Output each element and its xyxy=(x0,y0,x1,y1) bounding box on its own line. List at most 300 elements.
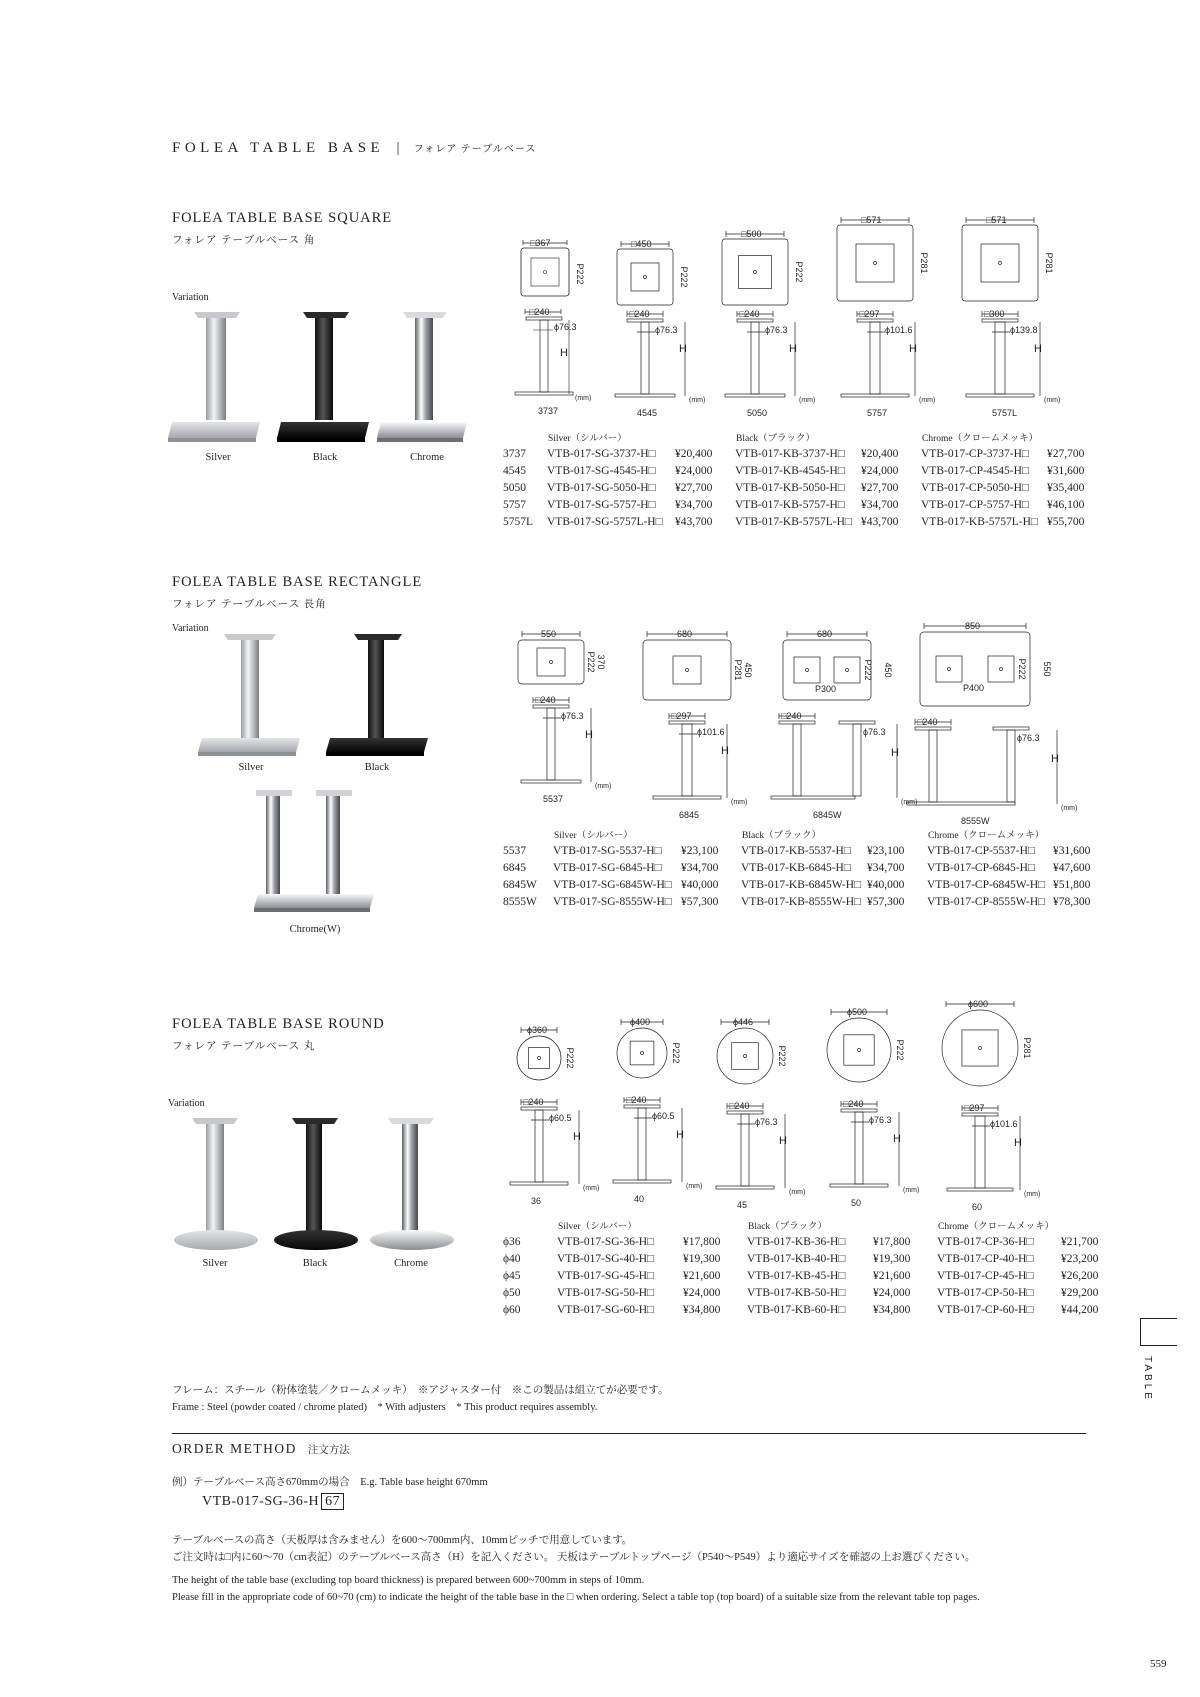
table-row xyxy=(503,446,1105,463)
round-chrome-photo xyxy=(364,1116,464,1256)
cell-cp: VTB-017-CP-50-H□ xyxy=(937,1287,1034,1299)
dim-height: H xyxy=(1051,753,1059,765)
cell-kb: VTB-017-KB-50-H□ xyxy=(747,1287,846,1299)
model-code: 60 xyxy=(972,1202,983,1212)
dim-top: □571 xyxy=(986,215,1007,225)
cell-sg-p: ¥19,300 xyxy=(683,1253,721,1265)
cell-sg: VTB-017-SG-5757L-H□ xyxy=(547,516,663,528)
frame-note-en: Frame : Steel (powder coated / chrome plated) * With adjusters * This product requires assembly. xyxy=(172,1402,598,1413)
order-example-height: 67 xyxy=(321,1493,344,1510)
square-variation-label: Variation xyxy=(172,292,209,303)
cell-kb: VTB-017-KB-5757L-H□ xyxy=(735,516,852,528)
dim-base: □297 xyxy=(964,1103,985,1113)
header-title: FOLEA TABLE BASE xyxy=(172,140,385,156)
dim-pole: ϕ139.8 xyxy=(1010,325,1038,335)
base-side xyxy=(510,1097,599,1206)
table-row xyxy=(503,894,1111,911)
cell-size: 5050 xyxy=(503,482,526,494)
dim-pole: ϕ60.5 xyxy=(652,1111,675,1121)
order-note-jp-1: テーブルベースの高さ（天板厚は含みません）を600〜700mm内、10mmピッチで用意しています。 xyxy=(172,1535,633,1546)
base-side xyxy=(725,309,815,418)
order-note-en-2: Please fill in the appropriate code of 60~70 (cm) to indicate the height of the table base in the □ when ordering. Select a table top (top board) of a suitable size from the relevant table top pages. xyxy=(172,1592,980,1603)
cell-sg: VTB-017-SG-5537-H□ xyxy=(553,845,662,857)
dim-height: H xyxy=(789,343,797,356)
cell-sg-p: ¥57,300 xyxy=(681,896,719,908)
table-row xyxy=(503,480,1105,497)
cell-sg-p: ¥17,800 xyxy=(683,1236,721,1248)
dim-base: □240 xyxy=(729,1101,750,1111)
dim-p: P281 xyxy=(919,252,929,274)
dim-top: ϕ400 xyxy=(630,1017,651,1027)
cell-cp: VTB-017-CP-6845W-H□ xyxy=(927,879,1046,891)
round-variation-label: Variation xyxy=(168,1098,205,1109)
dim-unit: (mm) xyxy=(689,397,706,404)
cell-sg-p: ¥34,700 xyxy=(681,862,719,874)
table-row xyxy=(503,514,1105,531)
cell-size: 6845W xyxy=(503,879,537,891)
order-example-code: VTB-017-SG-36-H xyxy=(202,1494,320,1509)
rect-silver-photo xyxy=(196,632,306,762)
dim-height: H xyxy=(679,343,687,356)
cell-cp: VTB-017-CP-60-H□ xyxy=(937,1304,1034,1316)
dim-base: □240 xyxy=(523,1097,544,1107)
table-row xyxy=(503,1251,1119,1268)
svg-text:(mm): (mm) xyxy=(575,395,592,402)
dim-depth: 450 xyxy=(883,662,893,678)
dim-p2: P300 xyxy=(815,684,837,694)
diagram-60 xyxy=(930,994,1090,1220)
cell-sg: VTB-017-SG-6845-H□ xyxy=(553,862,662,874)
dim-p: P222 xyxy=(586,651,596,673)
diagram-6845 xyxy=(635,618,780,818)
svg-text:P222: P222 xyxy=(575,263,585,285)
cell-kb: VTB-017-KB-40-H□ xyxy=(747,1253,846,1265)
rect-section-title: FOLEA TABLE BASE RECTANGLE xyxy=(172,574,423,590)
cell-sg-p: ¥43,700 xyxy=(675,516,713,528)
dim-p: P222 xyxy=(863,659,873,681)
rect-black-photo xyxy=(322,632,432,762)
diagram-5757L xyxy=(950,212,1080,422)
cell-sg-p: ¥24,000 xyxy=(675,465,713,477)
cell-kb-p: ¥20,400 xyxy=(861,448,899,460)
rect-col-black: Black（ブラック） xyxy=(742,831,821,841)
dim-top: ϕ500 xyxy=(847,1007,868,1017)
model-code: 6845W xyxy=(813,810,842,820)
table-row xyxy=(503,497,1105,514)
model-code: 40 xyxy=(634,1194,645,1204)
diagram-8555W xyxy=(912,618,1092,826)
square-silver-photo xyxy=(168,310,268,450)
rect-col-silver: Silver（シルバー） xyxy=(554,831,633,841)
cell-sg-p: ¥20,400 xyxy=(675,448,713,460)
diagram-6845W xyxy=(775,618,920,818)
base-side xyxy=(615,309,705,418)
table-row xyxy=(503,1268,1119,1285)
dim-pole: ϕ76.3 xyxy=(765,325,788,335)
dim-pole: ϕ76.3 xyxy=(1017,733,1040,743)
dim-depth: 370 xyxy=(596,654,606,670)
cell-cp-p: ¥21,700 xyxy=(1061,1236,1099,1248)
model-code: 50 xyxy=(851,1198,862,1208)
dim-p: P281 xyxy=(733,659,743,681)
square-black-photo xyxy=(275,310,375,450)
dim-unit: (mm) xyxy=(1024,1191,1041,1198)
round-black-caption: Black xyxy=(302,1258,328,1269)
diagram-45 xyxy=(705,1012,830,1220)
round-silver-caption: Silver xyxy=(202,1258,228,1269)
cell-size: 4545 xyxy=(503,465,526,477)
dim-pole: ϕ60.5 xyxy=(549,1113,572,1123)
cell-cp-p: ¥23,200 xyxy=(1061,1253,1099,1265)
cell-kb: VTB-017-KB-36-H□ xyxy=(747,1236,846,1248)
dim-base: □300 xyxy=(984,309,1005,319)
cell-kb: VTB-017-KB-5757-H□ xyxy=(735,499,845,511)
dim-p: P222 xyxy=(777,1045,787,1067)
rect-silver-caption: Silver xyxy=(238,762,264,773)
cell-kb: VTB-017-KB-8555W-H□ xyxy=(741,896,862,908)
rect-variation-label: Variation xyxy=(172,623,209,634)
frame-note-jp: フレーム：スチール（粉体塗装／クロームメッキ） ※アジャスター付 ※この製品は組立てが必要です。 xyxy=(172,1385,669,1396)
round-silver-photo xyxy=(168,1116,268,1256)
cell-cp-p: ¥31,600 xyxy=(1047,465,1085,477)
dim-height: H xyxy=(585,729,593,742)
cell-cp: VTB-017-CP-6845-H□ xyxy=(927,862,1035,874)
col-chrome: Chrome（クロームメッキ） xyxy=(922,434,1039,444)
dim-top: ϕ360 xyxy=(527,1025,548,1035)
cell-kb: VTB-017-KB-5537-H□ xyxy=(741,845,851,857)
dim-height: H xyxy=(893,1133,901,1146)
side-tab-label: TABLE xyxy=(1142,1356,1153,1402)
rect-col-chrome: Chrome（クロームメッキ） xyxy=(928,831,1045,841)
cell-cp: VTB-017-CP-5537-H□ xyxy=(927,845,1035,857)
svg-text:ϕ76.3: ϕ76.3 xyxy=(554,322,577,332)
cell-kb: VTB-017-KB-6845-H□ xyxy=(741,862,851,874)
rect-section-title-jp: フォレア テーブルベース 長角 xyxy=(172,599,327,610)
cell-sg-p: ¥34,800 xyxy=(683,1304,721,1316)
cell-sg: VTB-017-SG-50-H□ xyxy=(557,1287,655,1299)
dim-height: H xyxy=(573,1131,581,1144)
round-col-chrome: Chrome（クロームメッキ） xyxy=(938,1222,1055,1232)
round-black-photo xyxy=(268,1116,368,1256)
order-divider xyxy=(172,1433,1086,1434)
cell-cp-p: ¥78,300 xyxy=(1053,896,1091,908)
dim-pole: ϕ76.3 xyxy=(869,1115,892,1125)
table-row xyxy=(503,1234,1119,1251)
dim-pole: ϕ76.3 xyxy=(561,711,584,721)
dim-height: H xyxy=(779,1135,787,1148)
page-header xyxy=(172,140,536,157)
cell-size: ϕ40 xyxy=(503,1253,521,1265)
cell-cp-p: ¥46,100 xyxy=(1047,499,1085,511)
dim-depth: 450 xyxy=(743,662,753,678)
order-title-row xyxy=(172,1441,350,1457)
dim-base: □240 xyxy=(843,1099,864,1109)
order-example-row xyxy=(172,1474,488,1491)
page-number: 559 xyxy=(1150,1658,1167,1670)
cell-sg: VTB-017-SG-60-H□ xyxy=(557,1304,655,1316)
dim-pole: ϕ101.6 xyxy=(885,325,913,335)
order-example-code-row xyxy=(202,1494,344,1510)
dim-pole: ϕ76.3 xyxy=(655,325,678,335)
dim-base: □297 xyxy=(859,309,880,319)
dim-height: H xyxy=(891,747,899,759)
order-example-jp: 例）テーブルベース高さ670mmの場合 xyxy=(172,1477,350,1488)
cell-kb: VTB-017-KB-45-H□ xyxy=(747,1270,846,1282)
rect-black-caption: Black xyxy=(364,762,390,773)
cell-cp: VTB-017-CP-40-H□ xyxy=(937,1253,1034,1265)
table-row xyxy=(503,1285,1119,1302)
cell-kb: VTB-017-KB-5050-H□ xyxy=(735,482,845,494)
cell-cp: VTB-017-CP-5757-H□ xyxy=(921,499,1029,511)
cell-size: 5757 xyxy=(503,499,526,511)
dim-unit: (mm) xyxy=(799,397,816,404)
rect-price-table xyxy=(503,825,1111,911)
dim-pole: ϕ76.3 xyxy=(863,727,886,737)
dim-height: H xyxy=(676,1129,684,1142)
cell-cp-p: ¥26,200 xyxy=(1061,1270,1099,1282)
dim-top: ϕ446 xyxy=(733,1017,754,1027)
square-section-title: FOLEA TABLE BASE SQUARE xyxy=(172,210,393,226)
cell-sg: VTB-017-SG-40-H□ xyxy=(557,1253,655,1265)
dim-base: □240 xyxy=(629,309,650,319)
header-divider: | xyxy=(396,140,400,156)
dim-p2: P400 xyxy=(963,683,985,693)
base-side xyxy=(716,1101,805,1210)
round-section-title: FOLEA TABLE BASE ROUND xyxy=(172,1016,385,1032)
model-code: 36 xyxy=(531,1196,542,1206)
round-col-silver: Silver（シルバー） xyxy=(558,1222,637,1232)
cell-sg: VTB-017-SG-36-H□ xyxy=(557,1236,655,1248)
dim-unit: (mm) xyxy=(583,1185,600,1192)
dim-unit: (mm) xyxy=(686,1183,703,1190)
dim-height: H xyxy=(909,343,917,356)
cell-size: 6845 xyxy=(503,862,526,874)
cell-kb-p: ¥40,000 xyxy=(867,879,905,891)
order-title: ORDER METHOD xyxy=(172,1441,297,1456)
cell-cp-p: ¥31,600 xyxy=(1053,845,1091,857)
cell-cp-p: ¥29,200 xyxy=(1061,1287,1099,1299)
rect-chrome-w-caption: Chrome(W) xyxy=(289,924,341,935)
dim-base: □240 xyxy=(626,1095,647,1105)
cell-size: 5757L xyxy=(503,516,534,528)
dim-top: □571 xyxy=(861,215,882,225)
cell-kb: VTB-017-KB-3737-H□ xyxy=(735,448,845,460)
cell-kb-p: ¥21,600 xyxy=(873,1270,911,1282)
square-section-title-jp: フォレア テーブルベース 角 xyxy=(172,235,316,246)
square-silver-caption: Silver xyxy=(205,452,231,463)
round-col-black: Black（ブラック） xyxy=(748,1222,827,1232)
model-code: 8555W xyxy=(961,816,990,826)
cell-cp: VTB-017-CP-45-H□ xyxy=(937,1270,1034,1282)
dim-top: □500 xyxy=(741,229,762,239)
cell-sg-p: ¥23,100 xyxy=(681,845,719,857)
cell-cp-p: ¥47,600 xyxy=(1053,862,1091,874)
cell-size: 5537 xyxy=(503,845,526,857)
dim-top: □367 xyxy=(530,238,551,248)
model-code: 6845 xyxy=(679,810,700,820)
round-price-table xyxy=(503,1216,1119,1319)
dim-base: □240 xyxy=(917,717,938,727)
dim-width: 680 xyxy=(677,629,693,639)
cell-size: ϕ50 xyxy=(503,1287,521,1299)
cell-kb: VTB-017-KB-4545-H□ xyxy=(735,465,845,477)
cell-kb-p: ¥19,300 xyxy=(873,1253,911,1265)
diagram-5757 xyxy=(825,212,955,422)
diagram-5050 xyxy=(710,212,830,422)
cell-sg: VTB-017-SG-4545-H□ xyxy=(547,465,656,477)
dim-width: 680 xyxy=(817,629,833,639)
table-row xyxy=(503,1302,1119,1319)
square-chrome-photo xyxy=(377,310,477,450)
cell-kb-p: ¥34,700 xyxy=(867,862,905,874)
dim-height: H xyxy=(1014,1137,1022,1150)
cell-sg: VTB-017-SG-8555W-H□ xyxy=(553,896,672,908)
diagram-3737 xyxy=(515,238,591,416)
dim-p: P222 xyxy=(895,1039,905,1061)
cell-kb-p: ¥23,100 xyxy=(867,845,905,857)
dim-unit: (mm) xyxy=(731,799,748,806)
dim-base: □240 xyxy=(781,711,802,721)
cell-cp-p: ¥51,800 xyxy=(1053,879,1091,891)
order-note-jp-2: ご注文時は□内に60〜70（cm表記）のテーブルベース高さ（H）を記入ください。 天板はテーブルトップページ（P540〜P549）より適応サイズを確認の上お選びください。 xyxy=(172,1552,976,1563)
dim-depth: 550 xyxy=(1042,661,1052,677)
dim-height: H xyxy=(1034,343,1042,356)
diagram-4545 xyxy=(605,212,715,422)
cell-size: ϕ60 xyxy=(503,1304,521,1316)
diagram-5537 xyxy=(510,618,640,818)
dim-base: □297 xyxy=(671,711,692,721)
cell-sg-p: ¥27,700 xyxy=(675,482,713,494)
dim-p: P222 xyxy=(671,1042,681,1064)
svg-text:H: H xyxy=(560,347,568,359)
cell-cp: VTB-017-KB-5757L-H□ xyxy=(921,516,1038,528)
dim-width: 850 xyxy=(965,621,981,631)
base-side xyxy=(841,309,935,418)
cell-kb-p: ¥34,700 xyxy=(861,499,899,511)
cell-kb-p: ¥43,700 xyxy=(861,516,899,528)
square-chrome-caption: Chrome xyxy=(410,452,444,463)
cell-sg: VTB-017-SG-5050-H□ xyxy=(547,482,656,494)
dim-unit: (mm) xyxy=(789,1189,806,1196)
base-side xyxy=(521,695,611,804)
model-code: 4545 xyxy=(637,408,658,418)
dim-pole: ϕ101.6 xyxy=(697,727,725,737)
cell-cp: VTB-017-CP-5050-H□ xyxy=(921,482,1029,494)
base-side xyxy=(830,1099,919,1208)
dim-p: P222 xyxy=(794,261,804,283)
table-row xyxy=(503,877,1111,894)
round-chrome-caption: Chrome xyxy=(394,1258,428,1269)
side-tab-box xyxy=(1140,1318,1177,1346)
dim-pole: ϕ101.6 xyxy=(990,1119,1018,1129)
cell-kb-p: ¥57,300 xyxy=(867,896,905,908)
base-side xyxy=(947,1103,1040,1212)
cell-cp: VTB-017-CP-4545-H□ xyxy=(921,465,1029,477)
dim-p: P222 xyxy=(1017,658,1027,680)
model-code: 5050 xyxy=(747,408,768,418)
col-black: Black（ブラック） xyxy=(736,434,815,444)
dim-p: P222 xyxy=(565,1047,575,1069)
rect-chrome-w-photo xyxy=(250,790,380,918)
cell-size: 3737 xyxy=(503,448,526,460)
dim-unit: (mm) xyxy=(903,1187,920,1194)
cell-kb-p: ¥34,800 xyxy=(873,1304,911,1316)
table-row xyxy=(503,843,1111,860)
cell-cp-p: ¥55,700 xyxy=(1047,516,1085,528)
diagram-50 xyxy=(815,1002,945,1220)
dim-unit: (mm) xyxy=(595,783,612,790)
model-code: 45 xyxy=(737,1200,748,1210)
dim-unit: (mm) xyxy=(901,799,918,806)
order-note-en-1: The height of the table base (excluding top board thickness) is prepared between 600~700mm in steps of 10mm. xyxy=(172,1575,645,1586)
base-side xyxy=(966,309,1060,418)
dim-unit: (mm) xyxy=(919,397,936,404)
dim-base: □240 xyxy=(535,695,556,705)
cell-cp: VTB-017-CP-36-H□ xyxy=(937,1236,1034,1248)
square-price-table xyxy=(503,428,1105,531)
dim-p: P222 xyxy=(679,266,689,288)
dim-height: H xyxy=(721,745,729,758)
cell-sg-p: ¥34,700 xyxy=(675,499,713,511)
cell-sg: VTB-017-SG-3737-H□ xyxy=(547,448,656,460)
table-row xyxy=(503,860,1111,877)
base-side xyxy=(771,711,917,820)
model-code: 5757L xyxy=(992,408,1018,418)
model-code: 5757 xyxy=(867,408,888,418)
square-black-caption: Black xyxy=(312,452,338,463)
dim-unit: (mm) xyxy=(1044,397,1061,404)
base-side xyxy=(907,717,1077,826)
cell-kb-p: ¥24,000 xyxy=(873,1287,911,1299)
cell-size: ϕ36 xyxy=(503,1236,521,1248)
svg-text:3737: 3737 xyxy=(538,406,559,416)
cell-kb-p: ¥24,000 xyxy=(861,465,899,477)
col-silver: Silver（シルバー） xyxy=(548,434,627,444)
dim-width: 550 xyxy=(541,629,557,639)
dim-p: P281 xyxy=(1022,1037,1032,1059)
cell-sg: VTB-017-SG-5757-H□ xyxy=(547,499,656,511)
cell-cp: VTB-017-CP-3737-H□ xyxy=(921,448,1029,460)
diagram-40 xyxy=(605,1012,720,1220)
header-title-jp: フォレア テーブルベース xyxy=(413,144,537,155)
cell-cp-p: ¥27,700 xyxy=(1047,448,1085,460)
order-example-en: E.g. Table base height 670mm xyxy=(360,1477,488,1488)
dim-top: ϕ600 xyxy=(968,999,989,1009)
dim-pole: ϕ76.3 xyxy=(755,1117,778,1127)
cell-kb: VTB-017-KB-6845W-H□ xyxy=(741,879,862,891)
cell-size: 8555W xyxy=(503,896,537,908)
base-side xyxy=(613,1095,702,1204)
cell-sg-p: ¥24,000 xyxy=(683,1287,721,1299)
cell-sg-p: ¥40,000 xyxy=(681,879,719,891)
cell-cp: VTB-017-CP-8555W-H□ xyxy=(927,896,1046,908)
round-section-title-jp: フォレア テーブルベース 丸 xyxy=(172,1041,316,1052)
cell-kb-p: ¥17,800 xyxy=(873,1236,911,1248)
dim-unit: (mm) xyxy=(1061,805,1078,812)
cell-kb: VTB-017-KB-60-H□ xyxy=(747,1304,846,1316)
base-side xyxy=(653,711,747,820)
cell-cp-p: ¥35,400 xyxy=(1047,482,1085,494)
cell-kb-p: ¥27,700 xyxy=(861,482,899,494)
cell-cp-p: ¥44,200 xyxy=(1061,1304,1099,1316)
svg-text:□240: □240 xyxy=(529,307,550,317)
table-row xyxy=(503,463,1105,480)
model-code: 5537 xyxy=(543,794,564,804)
cell-sg-p: ¥21,600 xyxy=(683,1270,721,1282)
diagram-36 xyxy=(505,1020,615,1220)
cell-sg: VTB-017-SG-45-H□ xyxy=(557,1270,655,1282)
cell-sg: VTB-017-SG-6845W-H□ xyxy=(553,879,672,891)
